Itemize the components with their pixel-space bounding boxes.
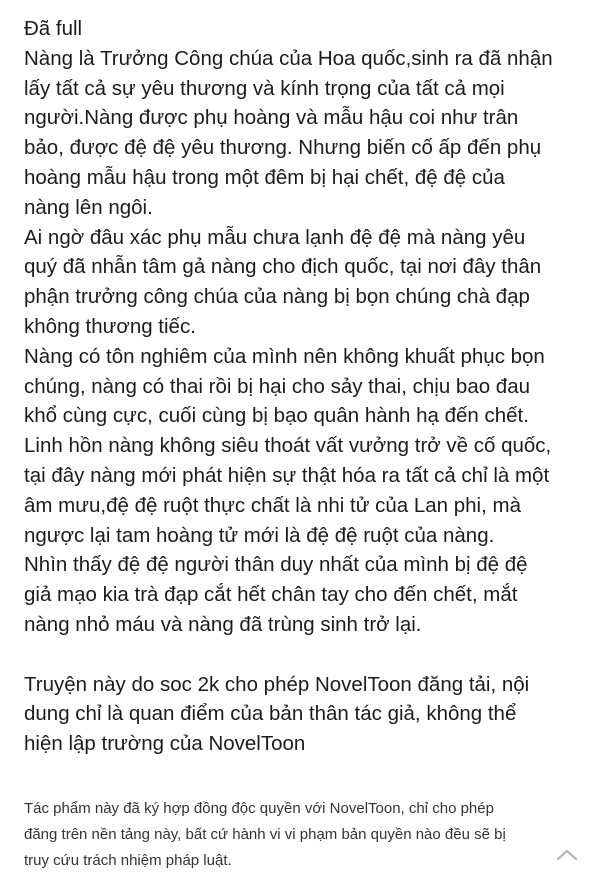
copyright-notice bbox=[24, 796, 564, 874]
description-body bbox=[24, 14, 576, 759]
synopsis-line: ngược lại tam hoàng tử mới là đệ đệ ruột của nàng. bbox=[24, 523, 495, 547]
synopsis-line: nàng lên ngôi. bbox=[24, 195, 153, 219]
synopsis-line: Ai ngờ đâu xác phụ mẫu chưa lạnh đệ đệ mà nàng yêu bbox=[24, 225, 526, 249]
synopsis-line: nàng nhỏ máu và nàng đã trùng sinh trở lại. bbox=[24, 612, 422, 636]
copyright-line: đăng trên nền tảng này, bất cứ hành vi vi phạm bản quyền nào đều sẽ bị bbox=[24, 826, 506, 843]
synopsis-line: tại đây nàng mới phát hiện sự thật hóa ra tất cả chỉ là một bbox=[24, 463, 550, 487]
synopsis-line: Nàng có tôn nghiêm của mình nên không khuất phục bọn bbox=[24, 344, 545, 368]
synopsis-line: chúng, nàng có thai rồi bị hại cho sảy thai, chịu bao đau bbox=[24, 374, 531, 398]
synopsis-line: người.Nàng được phụ hoàng và mẫu hậu coi như trân bbox=[24, 106, 519, 130]
synopsis-line: khổ cùng cực, cuối cùng bị bạo quân hành hạ đến chết. bbox=[24, 404, 529, 428]
notice-line: Truyện này do soc 2k cho phép NovelToon đăng tải, nội bbox=[24, 672, 530, 696]
synopsis-line: hoàng mẫu hậu trong một đêm bị hại chết, đệ đệ của bbox=[24, 165, 505, 189]
synopsis-line: quý đã nhẫn tâm gả nàng cho địch quốc, tại nơi đây thân bbox=[24, 255, 542, 279]
synopsis bbox=[24, 44, 576, 640]
status-label: Đã full bbox=[24, 17, 83, 40]
synopsis-line: không thương tiếc. bbox=[24, 314, 196, 338]
synopsis-line: giả mạo kia trà đạp cắt hết chân tay cho đến chết, mắt bbox=[24, 583, 518, 607]
synopsis-line: Nàng là Trưởng Công chúa của Hoa quốc,sinh ra đã nhận bbox=[24, 46, 553, 70]
copyright-line: Tác phẩm này đã ký hợp đồng độc quyền với NovelToon, chỉ cho phép bbox=[24, 800, 494, 817]
chevron-up-icon[interactable] bbox=[554, 844, 580, 864]
synopsis-line: bảo, được đệ đệ yêu thương. Nhưng biến cố ấp đến phụ bbox=[24, 136, 542, 160]
synopsis-line: Nhìn thấy đệ đệ người thân duy nhất của mình bị đệ đệ bbox=[24, 553, 528, 577]
notice-line: hiện lập trường của NovelToon bbox=[24, 732, 306, 756]
notice-line: dung chỉ là quan điểm của bản thân tác giả, không thể bbox=[24, 702, 517, 726]
synopsis-line: lấy tất cả sự yêu thương và kính trọng của tất cả mọi bbox=[24, 76, 505, 100]
synopsis-line: Linh hồn nàng không siêu thoát vất vưởng trở về cố quốc, bbox=[24, 434, 552, 458]
paragraph-gap bbox=[24, 640, 576, 670]
synopsis-line: âm mưu,đệ đệ ruột thực chất là nhi tử của Lan phi, mà bbox=[24, 493, 521, 517]
publisher-notice bbox=[24, 670, 576, 759]
copyright-line: truy cứu trách nhiệm pháp luật. bbox=[24, 852, 232, 869]
synopsis-line: phận trưởng công chúa của nàng bị bọn chúng chà đạp bbox=[24, 285, 530, 309]
